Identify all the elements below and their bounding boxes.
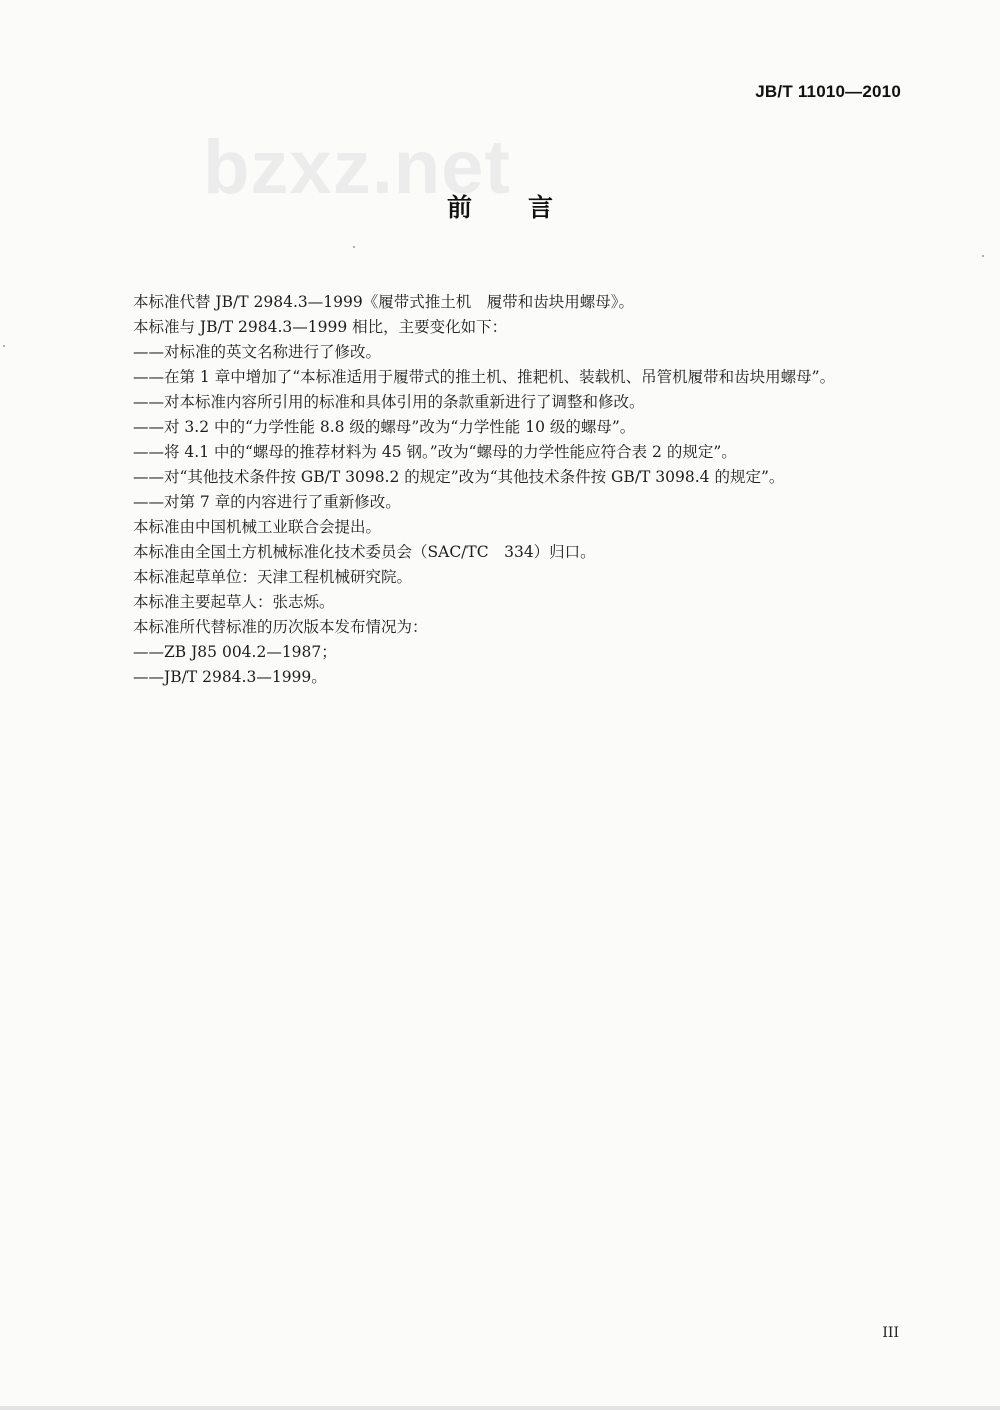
- change-item-scope: ——在第 1 章中增加了“本标准适用于履带式的推土机、推耙机、装载机、吊管机履带和齿块用螺母”。: [133, 368, 836, 386]
- page-bottom-edge: [0, 1406, 1000, 1410]
- paragraph-replaces: 本标准代替 JB/T 2984.3—1999《履带式推土机 履带和齿块用螺母》。: [133, 293, 634, 311]
- paragraph-previous-editions: 本标准所代替标准的历次版本发布情况为：: [133, 618, 428, 636]
- page-title: 前言: [446, 193, 609, 222]
- change-item-material: ——将 4.1 中的“螺母的推荐材料为 45 钢。”改为“螺母的力学性能应符合表 2 的规定”。: [133, 443, 737, 461]
- page-number: III: [882, 1325, 899, 1341]
- change-item-technical-conditions: ——对“其他技术条件按 GB/T 3098.2 的规定”改为“其他技术条件按 GB/T 3098.4 的规定”。: [133, 468, 785, 486]
- paragraph-changes-intro: 本标准与 JB/T 2984.3—1999 相比，主要变化如下：: [133, 318, 508, 336]
- paragraph-technical-committee: 本标准由全国土方机械标准化技术委员会（SAC/TC 334）归口。: [133, 543, 596, 561]
- foreword-body: [133, 290, 911, 690]
- paragraph-proposed-by: 本标准由中国机械工业联合会提出。: [133, 518, 382, 536]
- paragraph-drafter: 本标准主要起草人：张志烁。: [133, 593, 335, 611]
- scan-speck: [982, 255, 984, 257]
- change-item-chapter-7: ——对第 7 章的内容进行了重新修改。: [133, 493, 401, 511]
- previous-edition-1999: ——JB/T 2984.3—1999。: [133, 668, 327, 686]
- change-item-references: ——对本标准内容所引用的标准和具体引用的条款重新进行了调整和修改。: [133, 393, 645, 411]
- change-item-english-name: ——对标准的英文名称进行了修改。: [133, 343, 382, 361]
- scan-speck: [353, 246, 355, 248]
- change-item-property-class: ——对 3.2 中的“力学性能 8.8 级的螺母”改为“力学性能 10 级的螺母”。: [133, 418, 636, 436]
- paragraph-drafting-unit: 本标准起草单位：天津工程机械研究院。: [133, 568, 413, 586]
- watermark: bzxz.net: [203, 125, 511, 210]
- scan-speck: [3, 345, 5, 347]
- previous-edition-1987: ——ZB J85 004.2—1987；: [133, 643, 337, 661]
- document-code: JB/T 11010—2010: [755, 82, 901, 101]
